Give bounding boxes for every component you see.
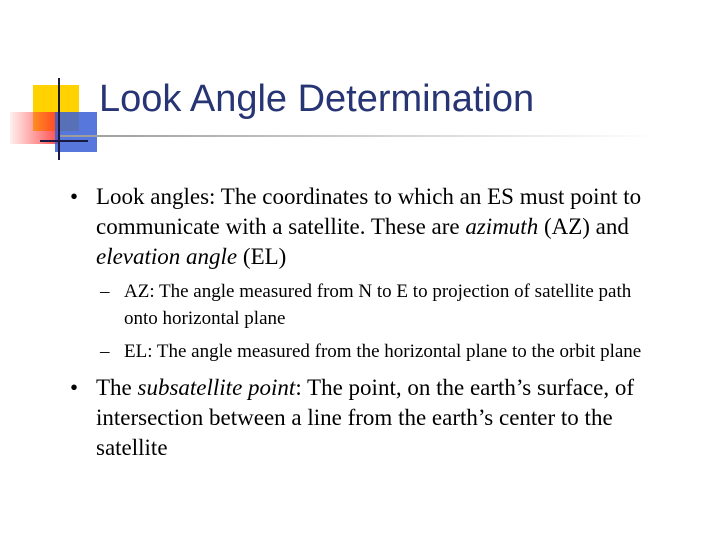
- bullet-glyph: •: [70, 184, 79, 209]
- bullet-subsatellite-point: [70, 373, 650, 463]
- bullet-look-angles: [70, 182, 650, 272]
- subitem-text: AZ: The angle measured from N to E to projection of satellite path onto horizontal plane: [124, 281, 632, 329]
- bullet-text: (AZ) and: [538, 214, 629, 239]
- slide-body: [70, 182, 650, 463]
- term-elevation-angle: elevation angle: [96, 244, 238, 269]
- dash-glyph: –: [100, 281, 110, 302]
- bullet-text: The: [96, 375, 138, 400]
- term-subsatellite-point: subsatellite point: [137, 375, 296, 400]
- term-azimuth: azimuth: [465, 214, 539, 239]
- slide-logo-decoration: [0, 0, 110, 170]
- subitem-az: [70, 278, 650, 332]
- dash-glyph: –: [100, 341, 110, 362]
- logo-vertical-line: [58, 78, 60, 160]
- subitem-text: EL: The angle measured from the horizontal plane to the orbit plane: [124, 341, 642, 362]
- bullet-text: : The point, on the earth’s surface, of intersection between a line from the earth’s center to the satellite: [96, 375, 635, 460]
- subitem-el: [70, 338, 650, 365]
- slide-title: Look Angle Determination: [99, 78, 535, 120]
- title-underline: [60, 135, 660, 137]
- bullet-text: Look angles: The coordinates to which an ES must point to communicate with a satellite. These are: [96, 184, 642, 239]
- bullet-glyph: •: [70, 375, 79, 400]
- logo-blue-square: [55, 112, 97, 152]
- logo-horizontal-line: [40, 140, 88, 142]
- bullet-text: (EL): [237, 244, 287, 269]
